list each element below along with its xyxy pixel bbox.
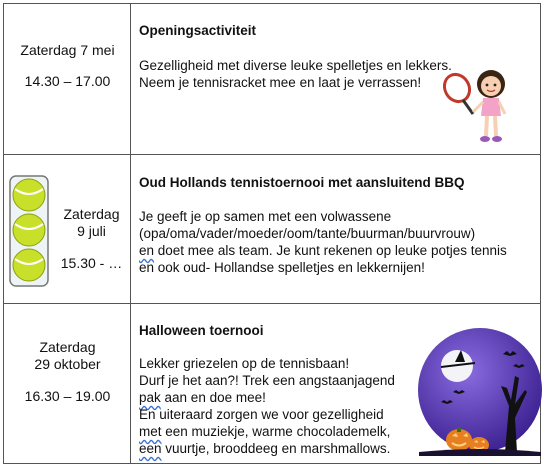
description-line: Durf je het aan?! Trek een angstaanjagend [139, 373, 395, 388]
description-line: Gezelligheid met diverse leuke spelletjes en lekkers. [139, 58, 452, 73]
line-text: een muziekje, warme chocolademelk, [161, 424, 391, 439]
event-date: Zaterdag [39, 339, 96, 355]
line-text: vuurtje, brooddeeg en marshmallows. [161, 441, 391, 456]
line-text: doet mee als team. Je kunt rekenen op leuke potjes tennis [154, 243, 507, 258]
description-line: Lekker griezelen op de tennisbaan! [139, 356, 350, 371]
event-description [139, 57, 452, 91]
table-row [4, 304, 540, 463]
description-cell [131, 155, 540, 303]
tennis-balls-icon [9, 175, 49, 287]
event-description [139, 208, 507, 276]
spell-marked-word: een [139, 441, 162, 456]
description-line [139, 389, 395, 406]
description-line: en ook oud- Hollandse spelletjes en lekkernijen! [139, 260, 425, 275]
date-cell [4, 304, 131, 463]
event-time: 14.30 – 17.00 [24, 73, 111, 89]
event-date: Zaterdag [63, 206, 120, 222]
spell-marked-word: pak [139, 390, 161, 405]
event-time: 15.30 - … [60, 255, 123, 271]
description-line [139, 423, 395, 440]
description-line: (opa/oma/vader/moeder/oom/tante/buurman/buurvrouw) [139, 226, 476, 241]
event-description [139, 355, 395, 457]
description-line: Neem je tennisracket mee en laat je verrassen! [139, 75, 422, 90]
description-line [139, 242, 507, 259]
tennis-girl-icon [443, 66, 513, 146]
halloween-moon-icon [417, 326, 543, 456]
table-row [4, 155, 540, 304]
description-line: En uiteraard zorgen we voor gezelligheid [139, 407, 384, 422]
table-row [4, 4, 540, 155]
date-cell [4, 4, 131, 154]
line-text: aan en doe mee! [160, 390, 266, 405]
description-line: Je geeft je op samen met een volwassene [139, 209, 392, 224]
event-date: 29 oktober [34, 356, 101, 372]
description-cell [131, 4, 540, 154]
date-cell [4, 155, 131, 303]
spell-marked-word: met [139, 424, 162, 439]
event-time: 16.30 – 19.00 [24, 388, 111, 404]
activity-table [3, 3, 541, 464]
event-date: 9 juli [77, 223, 106, 239]
event-date: Zaterdag 7 mei [20, 42, 115, 58]
description-line [139, 440, 395, 457]
description-cell [131, 304, 540, 463]
event-title: Openingsactiviteit [139, 23, 257, 38]
spell-marked-word: en [139, 243, 155, 258]
event-title: Oud Hollands tennistoernooi met aansluitend BBQ [139, 175, 465, 190]
event-title: Halloween toernooi [139, 323, 264, 338]
